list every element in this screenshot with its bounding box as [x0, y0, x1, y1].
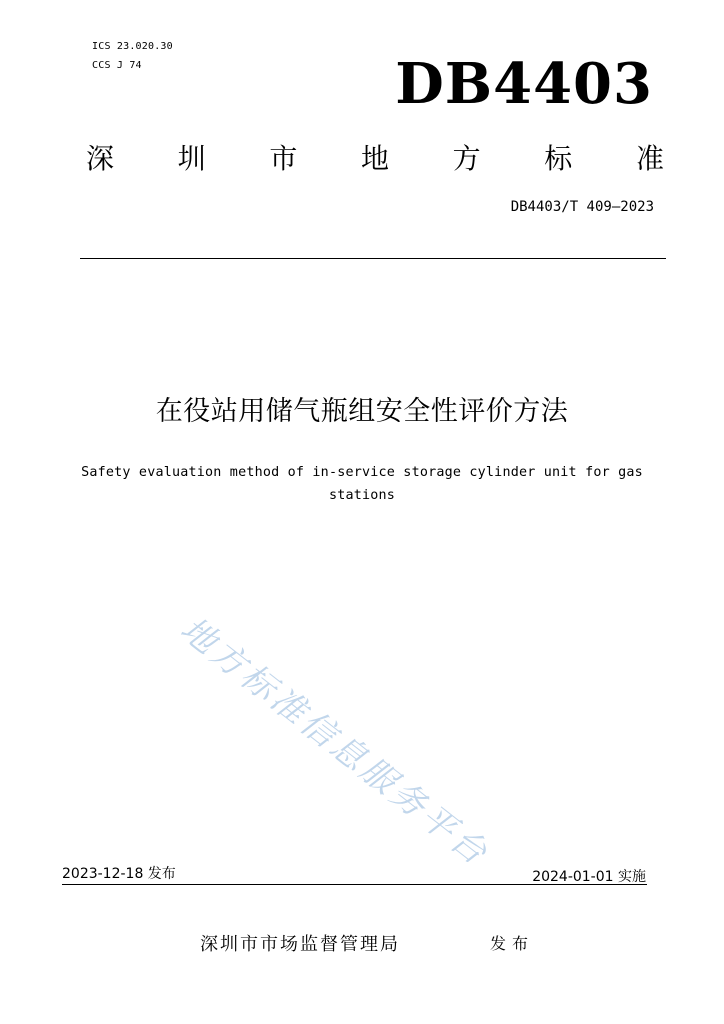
- header-divider: [80, 258, 666, 259]
- standard-type-char: 圳: [177, 142, 206, 175]
- standard-type-char: 深: [86, 142, 115, 175]
- document-title-english: Safety evaluation method of in-service storage cylinder unit for gas stations: [81, 465, 643, 503]
- issue-verb: 发布: [490, 934, 535, 953]
- issue-date: 2023-12-18 发布: [62, 866, 176, 882]
- db-code-heading: DB4403: [395, 51, 653, 117]
- issuing-authority: 深圳市市场监督管理局: [200, 934, 400, 955]
- standard-type-char: 准: [635, 142, 664, 175]
- watermark: 地方标准信息服务平台: [172, 609, 497, 875]
- standard-type-char: 方: [452, 142, 481, 175]
- standard-type: [86, 141, 664, 177]
- implementation-date: 2024-01-01 实施: [532, 869, 646, 885]
- standard-number: DB4403/T 409—2023: [510, 199, 654, 215]
- ics-code: ICS 23.020.30: [92, 41, 173, 52]
- document-title-chinese: 在役站用储气瓶组安全性评价方法: [155, 396, 569, 427]
- ccs-code: CCS J 74: [92, 60, 142, 71]
- standard-type-char: 市: [269, 142, 298, 175]
- footer-divider: [62, 884, 647, 885]
- standard-type-char: 标: [544, 142, 573, 175]
- standard-type-char: 地: [360, 142, 389, 175]
